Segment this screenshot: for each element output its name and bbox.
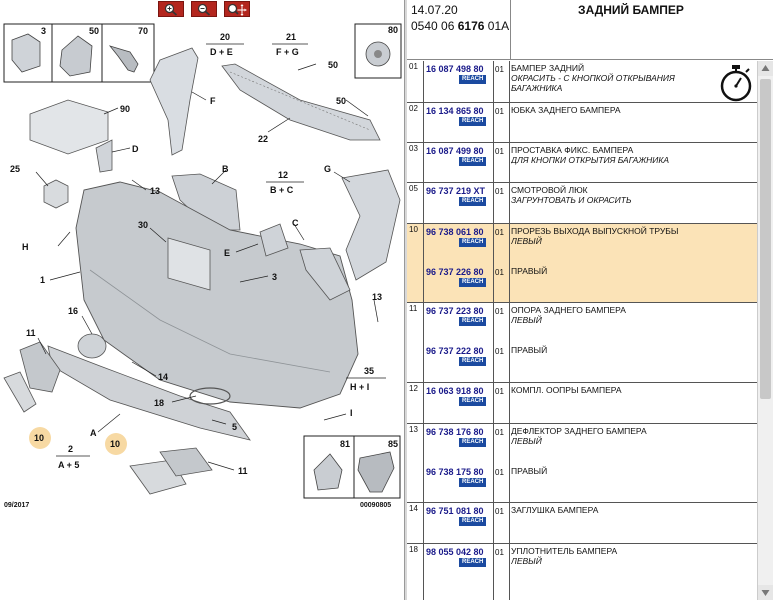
part-comment: ЛЕВЫЙ — [511, 556, 542, 566]
label-21-sub: F + G — [276, 47, 299, 57]
table-cell-divider — [407, 303, 424, 382]
quantity: 01 — [495, 387, 504, 396]
label-35-sub: H + I — [350, 382, 370, 392]
label-I[interactable]: I — [350, 408, 353, 418]
reach-badge: REACH — [459, 478, 486, 487]
part-name: ЮБКА ЗАДНЕГО БАМПЕРА — [511, 105, 621, 115]
part-comment: ЗАГРУНТОВАТЬ И ОКРАСИТЬ — [511, 195, 632, 205]
label-C[interactable]: C — [292, 218, 299, 228]
item-number: 11 — [409, 304, 418, 313]
item-number: 05 — [409, 184, 418, 193]
table-cell-divider — [407, 424, 424, 502]
table-row[interactable] — [407, 143, 757, 183]
chevron-up-icon — [758, 61, 773, 76]
zoom-pan-icon — [227, 3, 247, 16]
label-A[interactable]: A — [90, 428, 97, 438]
zoom-out-icon — [197, 3, 211, 16]
part-description — [511, 466, 755, 476]
part-comment: ЛЕВЫЙ — [511, 236, 542, 246]
part-number-link[interactable]: 16 063 918 80 — [426, 386, 484, 396]
quantity: 01 — [495, 468, 504, 477]
zoom-pan-button[interactable] — [224, 1, 250, 17]
quantity: 01 — [495, 548, 504, 557]
label-D[interactable]: D — [132, 144, 139, 154]
part-name: ПРАВЫЙ — [511, 266, 548, 276]
part-number-link[interactable]: 96 738 176 80 — [426, 427, 484, 437]
diagram-date: 09/2017 — [4, 502, 30, 509]
table-row[interactable] — [407, 224, 757, 303]
label-70[interactable]: 70 — [138, 26, 149, 36]
label-21[interactable]: 21 — [286, 32, 297, 42]
table-row[interactable] — [407, 183, 757, 224]
part-name: ЗАГЛУШКА БАМПЕРА — [511, 505, 599, 515]
code-prefix: 0540 06 — [411, 19, 455, 33]
part-description — [511, 426, 755, 446]
label-11a[interactable]: 11 — [26, 328, 36, 338]
part-description — [511, 546, 755, 566]
scroll-up-button[interactable] — [758, 61, 773, 76]
label-85[interactable]: 85 — [388, 439, 399, 449]
part-name: ПРАВЫЙ — [511, 466, 548, 476]
part-description — [511, 505, 755, 515]
part-description — [511, 385, 755, 395]
header-meta — [407, 0, 511, 59]
table-row[interactable] — [407, 303, 757, 383]
part-comment: ЛЕВЫЙ — [511, 315, 542, 325]
table-row[interactable] — [407, 503, 757, 544]
label-50c[interactable]: 50 — [336, 96, 347, 106]
part-description — [511, 345, 755, 355]
part-number-link[interactable]: 96 738 061 80 — [426, 227, 484, 237]
item-number: 12 — [409, 384, 418, 393]
label-22[interactable]: 22 — [258, 134, 269, 144]
part-comment: ДЛЯ КНОПКИ ОТКРЫТИЯ БАГАЖНИКА — [511, 155, 670, 165]
label-20-sub: D + E — [210, 47, 233, 57]
part-name: ПРОРЕЗЬ ВЫХОДА ВЫПУСКНОЙ ТРУБЫ — [511, 226, 679, 236]
label-80[interactable]: 80 — [388, 25, 399, 35]
label-50[interactable]: 50 — [89, 26, 100, 36]
reach-badge: REACH — [459, 197, 486, 206]
label-E[interactable]: E — [224, 248, 231, 258]
label-16[interactable]: 16 — [68, 306, 79, 316]
label-12[interactable]: 12 — [278, 170, 289, 180]
reach-badge: REACH — [459, 317, 486, 326]
label-3[interactable]: 3 — [41, 26, 47, 36]
stopwatch-button[interactable] — [719, 64, 753, 107]
part-number-link[interactable]: 96 737 223 80 — [426, 306, 484, 316]
part-description — [511, 305, 755, 325]
label-13a[interactable]: 13 — [150, 186, 161, 196]
parts-list-scrollbar[interactable] — [757, 61, 773, 600]
reach-badge: REACH — [459, 117, 486, 126]
quantity: 01 — [495, 428, 504, 437]
scrollbar-thumb[interactable] — [760, 79, 771, 399]
label-H[interactable]: H — [22, 242, 29, 252]
table-cell-divider — [407, 224, 424, 302]
part-comment: ЛЕВЫЙ — [511, 436, 542, 446]
part-number-link[interactable]: 16 087 498 80 — [426, 64, 484, 74]
part-comment-continued: БАГАЖНИКА — [511, 83, 563, 93]
quantity: 01 — [495, 187, 504, 196]
label-10a[interactable]: 10 — [34, 433, 45, 443]
table-row[interactable] — [407, 103, 757, 143]
diagram-toolbar — [0, 0, 404, 18]
label-90[interactable]: 90 — [120, 104, 131, 114]
zoom-in-button[interactable] — [158, 1, 184, 17]
quantity: 01 — [495, 147, 504, 156]
parts-list-header — [407, 0, 773, 60]
chevron-down-icon — [758, 585, 773, 600]
reach-badge: REACH — [459, 438, 486, 447]
quantity: 01 — [495, 507, 504, 516]
table-row[interactable] — [407, 61, 757, 103]
label-18[interactable]: 18 — [154, 398, 165, 408]
code-suffix: 01A — [487, 19, 510, 33]
part-name: ПРАВЫЙ — [511, 345, 548, 355]
table-row[interactable] — [407, 383, 757, 424]
label-1[interactable]: 1 — [40, 275, 46, 285]
reach-badge: REACH — [459, 75, 486, 84]
label-30[interactable]: 30 — [138, 220, 149, 230]
label-B[interactable]: B — [222, 164, 229, 174]
code-bold: 6176 — [457, 19, 485, 33]
parts-list-panel — [407, 0, 773, 600]
stopwatch-icon — [719, 64, 753, 102]
reach-badge: REACH — [459, 517, 486, 526]
part-description — [511, 145, 755, 165]
label-11b[interactable]: 11 — [238, 466, 248, 476]
part-description — [511, 226, 755, 246]
part-number-link[interactable]: 98 055 042 80 — [426, 547, 484, 557]
parts-exploded-diagram — [0, 18, 404, 600]
part-comment: ОКРАСИТЬ - С КНОПКОЙ ОТКРЫВАНИЯ — [511, 73, 675, 83]
zoom-out-button[interactable] — [191, 1, 217, 17]
table-row[interactable] — [407, 424, 757, 503]
scroll-down-button[interactable] — [758, 585, 773, 600]
item-number: 10 — [409, 225, 418, 234]
label-2-sub: A + 5 — [58, 460, 80, 470]
part-name: УПЛОТНИТЕЛЬ БАМПЕРА — [511, 546, 618, 556]
label-50b[interactable]: 50 — [328, 60, 339, 70]
reach-badge: REACH — [459, 278, 486, 287]
label-10b[interactable]: 10 — [110, 439, 121, 449]
part-name: ДЕФЛЕКТОР ЗАДНЕГО БАМПЕРА — [511, 426, 647, 436]
reach-badge: REACH — [459, 357, 486, 366]
label-25[interactable]: 25 — [10, 164, 21, 174]
part-description — [511, 185, 755, 205]
part-name: ОПОРА ЗАДНЕГО БАМПЕРА — [511, 305, 626, 315]
quantity: 01 — [495, 307, 504, 316]
reach-badge: REACH — [459, 558, 486, 567]
label-3b[interactable]: 3 — [272, 272, 278, 282]
quantity: 01 — [495, 107, 504, 116]
part-number-link[interactable]: 96 738 175 80 — [426, 467, 484, 477]
part-name: СМОТРОВОЙ ЛЮК — [511, 185, 588, 195]
label-G[interactable]: G — [324, 164, 332, 174]
label-2[interactable]: 2 — [68, 444, 74, 454]
label-20[interactable]: 20 — [220, 32, 231, 42]
part-number-link[interactable]: 96 737 226 80 — [426, 267, 484, 277]
item-number: 02 — [409, 104, 418, 113]
part-name: КОМПЛ. ООПРЫ БАМПЕРА — [511, 385, 622, 395]
quantity: 01 — [495, 347, 504, 356]
label-13b[interactable]: 13 — [372, 292, 383, 302]
quantity: 01 — [495, 268, 504, 277]
page-title: ЗАДНИЙ БАМПЕР — [578, 3, 684, 17]
header-code — [411, 19, 509, 33]
part-number-link[interactable]: 96 737 222 80 — [426, 346, 484, 356]
part-description — [511, 266, 755, 276]
part-number-link[interactable]: 16 087 499 80 — [426, 146, 484, 156]
label-14[interactable]: 14 — [158, 372, 169, 382]
table-row[interactable] — [407, 544, 757, 600]
part-number-link[interactable]: 96 737 219 XT — [426, 186, 486, 196]
quantity: 01 — [495, 228, 504, 237]
reach-badge: REACH — [459, 157, 486, 166]
reach-badge: REACH — [459, 238, 486, 247]
part-name: ПРОСТАВКА ФИКС. БАМПЕРА — [511, 145, 634, 155]
label-12-sub: B + C — [270, 185, 294, 195]
label-35[interactable]: 35 — [364, 366, 375, 376]
quantity: 01 — [495, 65, 504, 74]
part-number-link[interactable]: 16 134 865 80 — [426, 106, 484, 116]
item-number: 14 — [409, 504, 418, 513]
label-F[interactable]: F — [210, 96, 216, 106]
label-5[interactable]: 5 — [232, 422, 238, 432]
item-number: 03 — [409, 144, 418, 153]
diagram-code: 00090805 — [360, 502, 392, 509]
item-number: 18 — [409, 545, 418, 554]
item-number: 01 — [409, 62, 418, 71]
label-81[interactable]: 81 — [340, 439, 351, 449]
header-date: 14.07.20 — [411, 3, 458, 17]
item-number: 13 — [409, 425, 418, 434]
part-name: БАМПЕР ЗАДНИЙ — [511, 63, 585, 73]
reach-badge: REACH — [459, 397, 486, 406]
zoom-in-icon — [164, 3, 178, 16]
part-number-link[interactable]: 96 751 081 80 — [426, 506, 484, 516]
